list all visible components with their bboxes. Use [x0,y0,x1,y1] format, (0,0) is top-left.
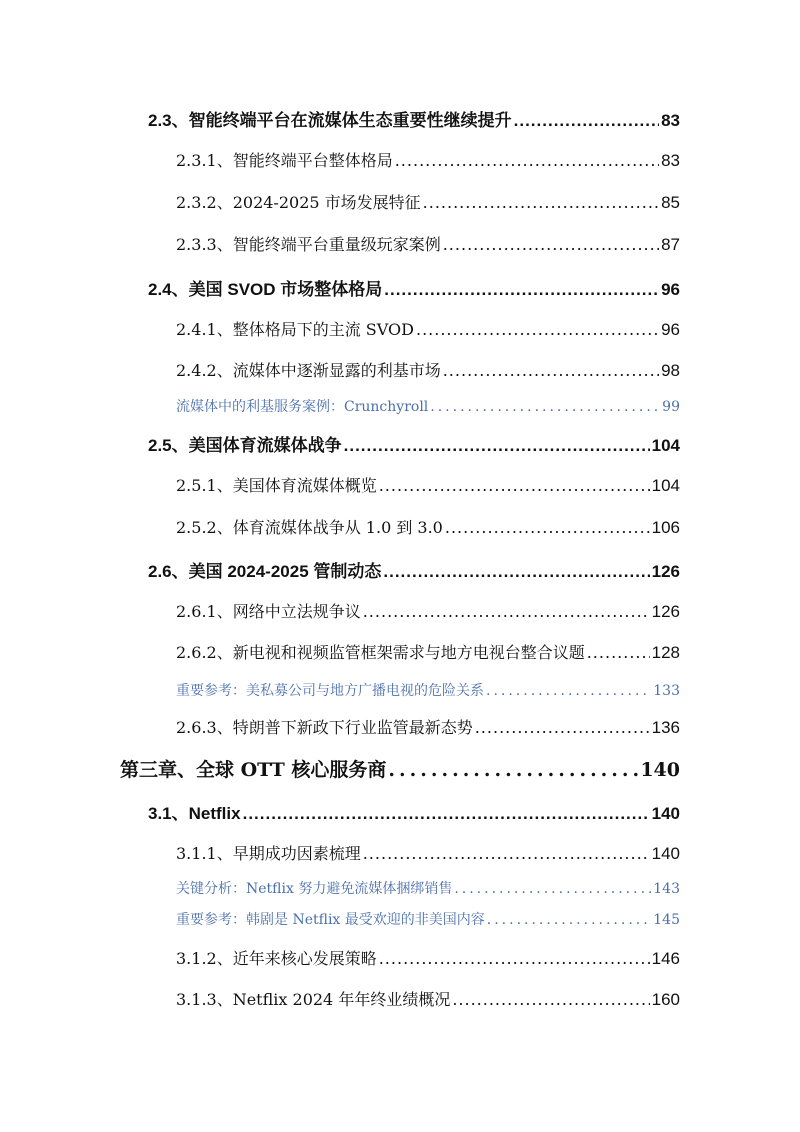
dot-leader [443,235,659,254]
dot-leader [379,949,650,968]
toc-entry-sec[interactable] [148,275,680,300]
dot-leader [363,602,650,621]
toc-entry-sec[interactable] [148,557,680,582]
dot-leader [363,844,650,863]
toc-page-number: 140 [651,844,680,863]
dot-leader [384,280,659,300]
dot-leader [514,111,659,131]
toc-entry-title: 2.6.2、新电视和视频监管框架需求与地方电视台整合议题 [176,643,585,662]
toc-page-number: 96 [661,320,680,339]
toc-page-number: 146 [651,949,680,968]
toc-entry-title: 2.5.1、美国体育流媒体概览 [176,476,377,495]
dot-leader [383,562,649,582]
toc-entry-sub[interactable] [176,317,680,340]
dot-leader [388,759,638,781]
toc-page-number: 126 [651,562,680,581]
toc-entry-sub[interactable] [176,946,680,969]
dot-leader [587,643,650,662]
toc-page-number: 140 [640,759,680,781]
toc-page-number: 99 [662,399,680,415]
toc-entry-title: 2.3、智能终端平台在流媒体生态重要性继续提升 [148,111,512,130]
toc-entry-note[interactable] [176,878,680,898]
toc-entry-note[interactable] [176,680,680,700]
toc-page-number: 83 [661,111,680,130]
toc-entry-title: 2.6.1、网络中立法规争议 [176,602,361,621]
toc-entry-title: 第三章、全球 OTT 核心服务商 [120,759,387,781]
toc-entry-title: 3.1.3、Netflix 2024 年年终业绩概况 [176,990,451,1009]
toc-page-number: 85 [661,193,680,212]
toc-entry-sub[interactable] [176,148,680,171]
toc-entry-chap[interactable] [120,755,680,782]
toc-entry-sub[interactable] [176,358,680,381]
toc-entry-title: 2.6、美国 2024-2025 管制动态 [148,562,382,581]
dot-leader [445,518,650,537]
toc-entry-sub[interactable] [176,715,680,738]
toc-page-number: 87 [661,235,680,254]
toc-page-number: 160 [651,990,680,1009]
toc-page-number: 83 [661,151,680,170]
dot-leader [344,436,650,456]
toc-entry-sub[interactable] [176,473,680,496]
toc-entry-title: 3.1.1、早期成功因素梳理 [176,844,361,863]
toc-entry-sub[interactable] [176,232,680,255]
dot-leader [486,683,651,699]
toc-entry-title: 2.4.2、流媒体中逐渐显露的利基市场 [176,361,441,380]
toc-entry-sec[interactable] [148,799,680,824]
toc-page-number: 143 [653,881,680,897]
toc-entry-sub[interactable] [176,640,680,663]
toc-page-number: 96 [661,280,680,299]
toc-page-number: 136 [651,718,680,737]
toc-entry-title: 2.4.1、整体格局下的主流 SVOD [176,320,414,339]
dot-leader [430,399,660,415]
dot-leader [243,804,650,824]
toc-entry-title: 2.5、美国体育流媒体战争 [148,436,342,455]
toc-entry-title: 2.3.2、2024-2025 市场发展特征 [176,193,421,212]
toc-page-number: 104 [651,476,680,495]
toc-entry-title: 2.3.3、智能终端平台重量级玩家案例 [176,235,441,254]
toc-page-number: 104 [651,436,680,455]
toc-entry-sub[interactable] [176,599,680,622]
toc-entry-title: 重要参考：美私募公司与地方广播电视的危险关系 [176,683,484,699]
toc-entry-title: 关键分析：Netflix 努力避免流媒体捆绑销售 [176,881,453,897]
toc-entry-title: 2.4、美国 SVOD 市场整体格局 [148,280,383,299]
toc-page-number: 145 [653,912,680,928]
toc-entry-title: 2.6.3、特朗普下新政下行业监管最新态势 [176,718,473,737]
toc-page-number: 140 [651,804,680,823]
toc-entry-sub[interactable] [176,190,680,213]
dot-leader [487,912,651,928]
dot-leader [452,990,649,1009]
dot-leader [443,361,659,380]
dot-leader [475,718,650,737]
dot-leader [379,476,650,495]
toc-entry-title: 流媒体中的利基服务案例：Crunchyroll [176,399,429,415]
toc-entry-sub[interactable] [176,841,680,864]
toc-entry-sub[interactable] [176,515,680,538]
toc-entry-sub[interactable] [176,987,680,1010]
toc-entry-note[interactable] [176,909,680,929]
dot-leader [423,193,659,212]
dot-leader [454,881,651,897]
dot-leader [416,320,659,339]
toc-page-number: 128 [651,643,680,662]
toc-entry-sec[interactable] [148,106,680,131]
toc-page-number: 133 [653,683,680,699]
toc-page-number: 98 [661,361,680,380]
dot-leader [395,151,659,170]
toc-entry-title: 3.1、Netflix [148,804,241,823]
toc-entry-sec[interactable] [148,431,680,456]
toc-page-number: 106 [651,518,680,537]
toc-entry-note[interactable] [176,396,680,416]
toc-page-number: 126 [651,602,680,621]
toc-entry-title: 2.3.1、智能终端平台整体格局 [176,151,393,170]
toc-entry-title: 2.5.2、体育流媒体战争从 1.0 到 3.0 [176,518,443,537]
toc-entry-title: 3.1.2、近年来核心发展策略 [176,949,377,968]
toc-entry-title: 重要参考：韩剧是 Netflix 最受欢迎的非美国内容 [176,912,485,928]
